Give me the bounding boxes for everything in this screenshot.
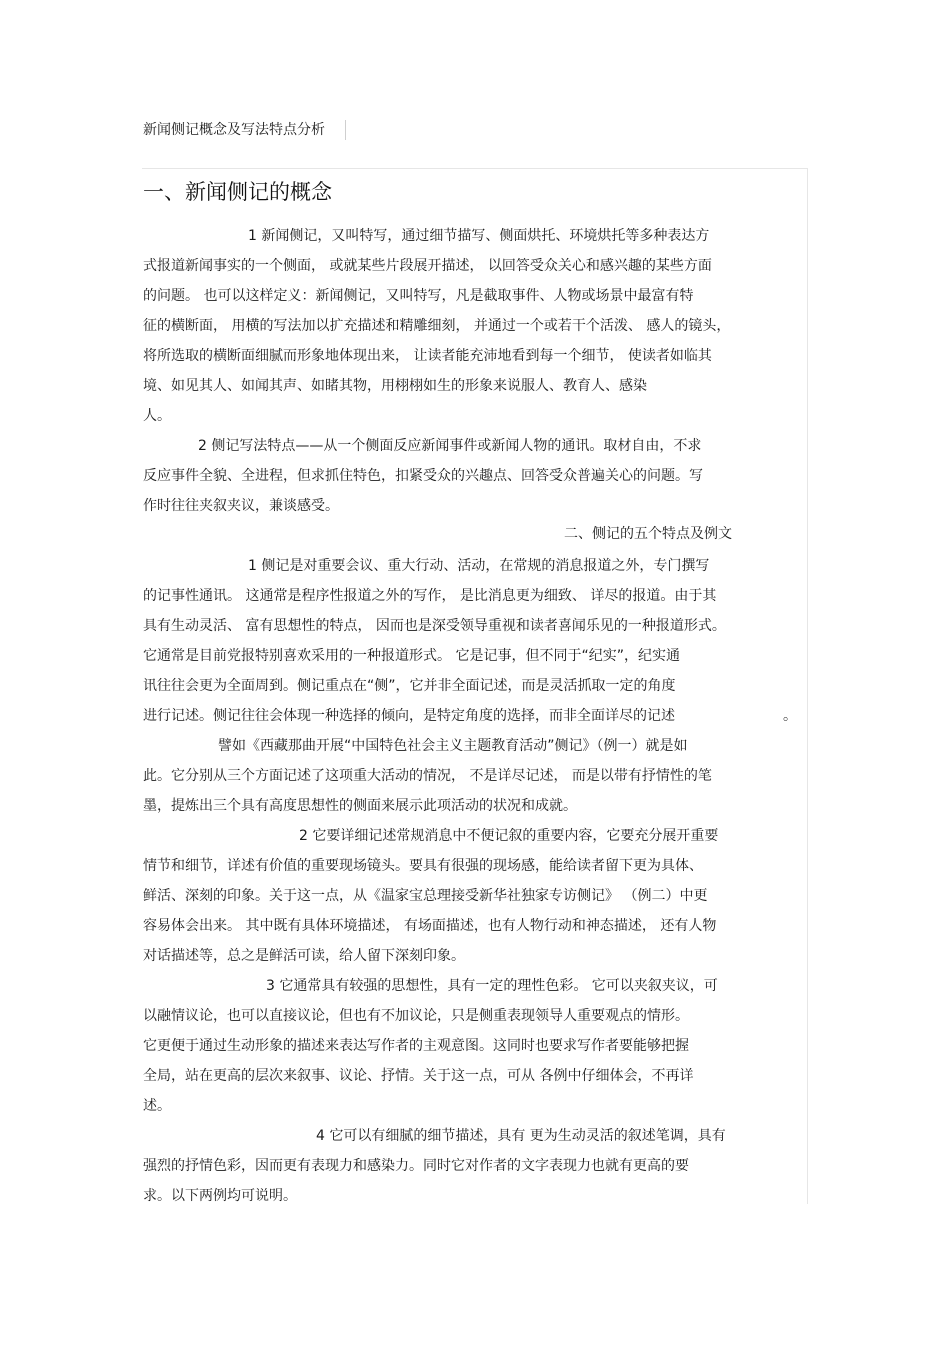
document-title: 新闻侧记概念及写法特点分析	[143, 120, 346, 140]
paragraph-line: 境、如见其人、如闻其声、如睹其物，用栩栩如生的形象来说服人、教育人、感染	[143, 378, 647, 394]
paragraph-line: 以融情议论，也可以直接议论，但也有不加议论，只是侧重表现领导人重要观点的情形。	[143, 1008, 689, 1024]
paragraph-line: 进行记述。侧记往往会体现一种选择的倾向，是特定角度的选择，而非全面详尽的记述	[143, 708, 675, 724]
paragraph-line: 式报道新闻事实的一个侧面， 或就某些片段展开描述， 以回答受众关心和感兴趣的某些方面	[143, 258, 712, 274]
heading-concept: 一、新闻侧记的概念	[143, 180, 332, 204]
paragraph-line: 容易体会出来。 其中既有具体环境描述， 有场面描述，也有人物行动和神态描述， 还有人物	[143, 918, 717, 934]
paragraph-line: 墨，提炼出三个具有高度思想性的侧面来展示此项活动的状况和成就。	[143, 798, 577, 814]
paragraph-line: 具有生动灵活、 富有思想性的特点， 因而也是深受领导重视和读者喜闻乐见的一种报道形式。	[143, 618, 726, 634]
paragraph-line: 2 侧记写法特点——从一个侧面反应新闻事件或新闻人物的通讯。取材自由，不求	[198, 438, 702, 454]
paragraph-line: 的记事性通讯。 这通常是程序性报道之外的写作， 是比消息更为细致、 详尽的报道。由于其	[143, 588, 717, 604]
paragraph-line: 的问题。 也可以这样定义：新闻侧记，又叫特写，凡是截取事件、人物或场景中最富有特	[143, 288, 694, 304]
heading-five-features: 二、侧记的五个特点及例文	[564, 526, 732, 542]
paragraph-line: 它更便于通过生动形象的描述来表达写作者的主观意图。这同时也要求写作者要能够把握	[143, 1038, 689, 1054]
paragraph-line: 讯往往会更为全面周到。侧记重点在“侧”，它并非全面记述，而是灵活抓取一定的角度	[143, 678, 676, 694]
paragraph-line: 述。	[143, 1098, 171, 1114]
paragraph-line: 1 新闻侧记，又叫特写，通过细节描写、侧面烘托、环境烘托等多种表达方	[248, 228, 710, 244]
paragraph-line: 鲜活、深刻的印象。关于这一点，从《温家宝总理接受新华社独家专访侧记》 （例二）中更	[143, 888, 708, 904]
paragraph-line: 4 它可以有细腻的细节描述，具有 更为生动灵活的叙述笔调，具有	[316, 1128, 726, 1144]
paragraph-line: 将所选取的横断面细腻而形象地体现出来， 让读者能充沛地看到每一个细节， 使读者如临其	[143, 348, 712, 364]
paragraph-line: 情节和细节，详述有价值的重要现场镜头。要具有很强的现场感，能给读者留下更为具体、	[143, 858, 703, 874]
paragraph-line: 求。以下两例均可说明。	[143, 1188, 297, 1204]
paragraph-line: 1 侧记是对重要会议、重大行动、活动，在常规的消息报道之外，专门撰写	[248, 558, 710, 574]
paragraph-line: 反应事件全貌、全进程，但求抓住特色，扣紧受众的兴趣点、回答受众普遍关心的问题。写	[143, 468, 703, 484]
paragraph-line: 对话描述等，总之是鲜活可读，给人留下深刻印象。	[143, 948, 465, 964]
paragraph-line: 作时往往夹叙夹议，兼谈感受。	[143, 498, 339, 514]
paragraph-line: 强烈的抒情色彩，因而更有表现力和感染力。同时它对作者的文字表现力也就有更高的要	[143, 1158, 689, 1174]
paragraph-line: 征的横断面， 用横的写法加以扩充描述和精雕细刻， 并通过一个或若干个活泼、 感人的镜头，	[143, 318, 731, 334]
paragraph-line: 人。	[143, 408, 171, 424]
paragraph-line: 譬如《西藏那曲开展“中国特色社会主义主题教育活动”侧记》（例一）就是如	[218, 738, 688, 754]
paragraph-line: 3 它通常具有较强的思想性，具有一定的理性色彩。 它可以夹叙夹议，可	[266, 978, 718, 994]
paragraph-line: 它通常是目前党报特别喜欢采用的一种报道形式。 它是记事，但不同于“纪实”，纪实通	[143, 648, 680, 664]
trailing-period: 。	[783, 708, 797, 724]
paragraph-line: 全局，站在更高的层次来叙事、议论、抒情。关于这一点，可从 各例中仔细体会，不再详	[143, 1068, 694, 1084]
paragraph-line: 此。它分别从三个方面记述了这项重大活动的情况， 不是详尽记述， 而是以带有抒情性的笔	[143, 768, 712, 784]
paragraph-line: 2 它要详细记述常规消息中不便记叙的重要内容，它要充分展开重要	[299, 828, 719, 844]
